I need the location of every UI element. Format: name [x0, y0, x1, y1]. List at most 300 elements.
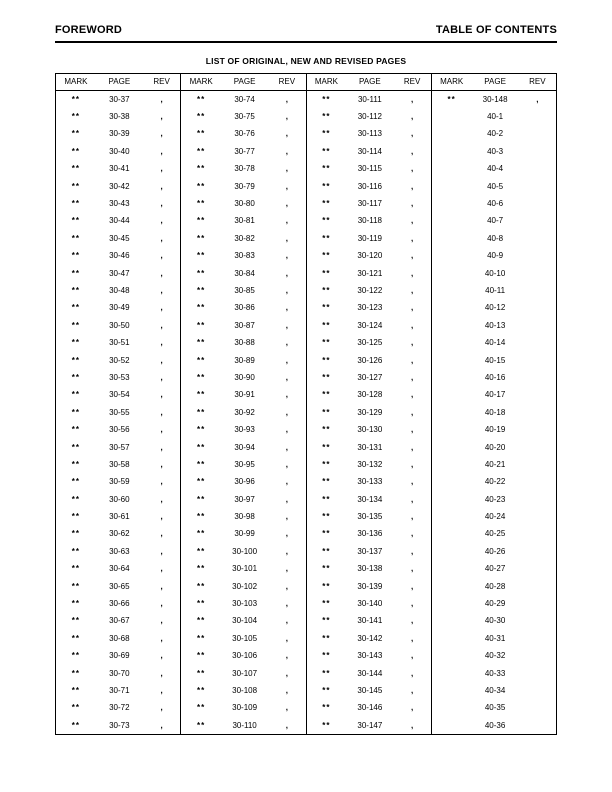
page-cell: 30-54 — [109, 391, 130, 400]
page-cell: 30-93 — [234, 426, 255, 435]
rev-cell: , — [160, 321, 163, 330]
mark-cell: ** — [197, 200, 206, 209]
table-row — [307, 665, 431, 682]
rev-cell: , — [160, 113, 163, 122]
table-row — [181, 387, 305, 404]
table-row — [56, 474, 180, 491]
rev-cell: , — [285, 686, 288, 695]
mark-cell: ** — [322, 321, 331, 330]
mark-cell: ** — [71, 234, 80, 243]
mark-cell: ** — [197, 373, 206, 382]
mark-cell: ** — [322, 617, 331, 626]
rev-cell: , — [410, 721, 414, 730]
page-cell: 30-146 — [357, 704, 383, 713]
mark-cell: ** — [197, 182, 206, 191]
mark-cell: ** — [71, 269, 80, 278]
page-cell: 30-115 — [357, 165, 383, 174]
table-row — [432, 195, 556, 212]
rev-cell: , — [160, 704, 163, 713]
table-row — [307, 213, 431, 230]
table-row — [432, 717, 556, 734]
table-row — [307, 265, 431, 282]
table-row — [56, 108, 180, 125]
mark-cell: ** — [71, 547, 80, 556]
mark-cell: ** — [197, 147, 206, 156]
table-row — [56, 543, 180, 560]
table-row — [307, 474, 431, 491]
mark-cell: ** — [322, 391, 331, 400]
page-cell: 30-44 — [109, 217, 130, 226]
mark-cell: ** — [322, 478, 331, 487]
rev-cell: , — [285, 495, 288, 504]
mark-cell: ** — [71, 373, 80, 382]
page-cell: 40-22 — [484, 478, 506, 487]
page-cell: 40-18 — [484, 408, 506, 417]
page-cell: 30-70 — [109, 669, 130, 678]
page-cell: 40-11 — [485, 286, 506, 295]
rev-cell: , — [410, 495, 414, 504]
mark-cell: ** — [197, 721, 206, 730]
table-row — [181, 578, 305, 595]
column-header-page: PAGE — [484, 78, 506, 86]
table-row — [56, 91, 180, 108]
rev-cell: , — [160, 391, 163, 400]
table-row — [181, 369, 305, 386]
rev-cell: , — [410, 530, 414, 539]
mark-cell: ** — [197, 460, 206, 469]
rev-cell: , — [410, 286, 414, 295]
table-row — [432, 369, 556, 386]
page-cell: 40-16 — [484, 373, 506, 382]
table-row — [307, 700, 431, 717]
rev-cell: , — [285, 147, 288, 156]
mark-cell: ** — [71, 704, 80, 713]
mark-cell: ** — [197, 600, 206, 609]
table-row — [181, 91, 305, 108]
mark-cell: ** — [322, 530, 331, 539]
rev-cell: , — [285, 304, 288, 313]
rev-cell: , — [160, 565, 163, 574]
rev-cell: , — [285, 339, 288, 348]
page-cell: 30-38 — [109, 113, 130, 122]
rev-cell: , — [285, 95, 288, 104]
table-row — [181, 613, 305, 630]
page-cell: 30-107 — [232, 669, 258, 678]
page-cell: 30-74 — [234, 95, 255, 104]
page-cell: 30-65 — [109, 582, 130, 591]
mark-cell: ** — [322, 373, 331, 382]
table-row — [181, 665, 305, 682]
rev-cell: , — [410, 217, 414, 226]
table-row — [56, 404, 180, 421]
page-cell: 30-105 — [232, 634, 258, 643]
page-cell: 30-126 — [357, 356, 383, 365]
table-row — [56, 648, 180, 665]
page-cell: 30-89 — [234, 356, 255, 365]
mark-cell: ** — [197, 269, 206, 278]
mark-cell: ** — [322, 704, 331, 713]
rev-cell: , — [410, 617, 414, 626]
page-cell: 30-43 — [109, 200, 130, 209]
table-row — [181, 334, 305, 351]
page-cell: 30-113 — [357, 130, 383, 139]
page-cell: 40-10 — [484, 269, 506, 278]
table-row — [432, 700, 556, 717]
page-cell: 40-2 — [487, 130, 504, 139]
page-cell: 30-143 — [357, 652, 383, 661]
rev-cell: , — [410, 634, 414, 643]
mark-cell: ** — [322, 356, 331, 365]
page-cell: 30-112 — [357, 113, 383, 122]
page-cell: 30-82 — [234, 234, 255, 243]
rev-cell: , — [160, 582, 163, 591]
page-cell: 40-1 — [487, 113, 504, 122]
mark-cell: ** — [71, 530, 80, 539]
page-cell: 30-40 — [109, 147, 130, 156]
table-row — [432, 230, 556, 247]
mark-cell: ** — [197, 565, 206, 574]
rev-cell: , — [410, 373, 414, 382]
page-cell: 30-122 — [357, 286, 383, 295]
page-cell: 30-114 — [357, 147, 383, 156]
mark-cell: ** — [197, 252, 206, 261]
page-cell: 30-140 — [357, 600, 383, 609]
mark-cell: ** — [71, 652, 80, 661]
rev-cell: , — [410, 321, 414, 330]
rev-cell: , — [410, 113, 414, 122]
page-cell: 40-31 — [484, 634, 506, 643]
rev-cell: , — [160, 634, 163, 643]
rev-cell: , — [285, 443, 288, 452]
page-cell: 30-66 — [109, 600, 130, 609]
page-cell: 40-8 — [487, 234, 504, 243]
table-row — [56, 265, 180, 282]
page-cell: 30-57 — [109, 443, 130, 452]
table-row — [181, 300, 305, 317]
mark-cell: ** — [322, 565, 331, 574]
rev-cell: , — [410, 339, 414, 348]
table-row — [307, 561, 431, 578]
table-row — [181, 421, 305, 438]
mark-cell: ** — [322, 286, 331, 295]
page-cell: 30-71 — [109, 686, 130, 695]
group-header-row — [181, 74, 305, 91]
group-header-row — [432, 74, 556, 91]
page-cell: 30-86 — [234, 304, 255, 313]
mark-cell: ** — [322, 686, 331, 695]
table-row — [307, 300, 431, 317]
page-cell: 30-133 — [357, 478, 383, 487]
page-cell: 30-56 — [109, 426, 130, 435]
page-cell: 30-103 — [232, 600, 258, 609]
page-cell: 40-23 — [484, 495, 506, 504]
rev-cell: , — [285, 460, 288, 469]
mark-cell: ** — [71, 182, 80, 191]
table-row — [307, 421, 431, 438]
rev-cell: , — [285, 165, 288, 174]
page-cell: 30-119 — [357, 234, 383, 243]
table-row — [56, 195, 180, 212]
page-cell: 30-69 — [109, 652, 130, 661]
page-cell: 40-35 — [484, 704, 506, 713]
rev-cell: , — [285, 530, 288, 539]
mark-cell: ** — [71, 147, 80, 156]
mark-cell: ** — [322, 721, 331, 730]
mark-cell: ** — [322, 600, 331, 609]
page-cell: 30-61 — [109, 513, 130, 522]
table-row — [181, 456, 305, 473]
mark-cell: ** — [322, 547, 331, 556]
group-header-row — [56, 74, 180, 91]
page-cell: 30-73 — [109, 721, 130, 730]
rev-cell: , — [285, 391, 288, 400]
mark-cell: ** — [71, 217, 80, 226]
table-row — [307, 387, 431, 404]
page-cell: 30-72 — [109, 704, 130, 713]
page-cell: 30-120 — [357, 252, 383, 261]
mark-cell: ** — [447, 95, 456, 104]
table-row — [181, 682, 305, 699]
table-row — [181, 178, 305, 195]
page-cell: 30-117 — [357, 200, 383, 209]
table-row — [56, 491, 180, 508]
rev-cell: , — [160, 269, 163, 278]
table-row — [56, 456, 180, 473]
rev-cell: , — [160, 147, 163, 156]
page-cell: 30-96 — [234, 478, 255, 487]
page-cell: 30-77 — [234, 147, 255, 156]
mark-cell: ** — [71, 286, 80, 295]
rev-cell: , — [410, 443, 414, 452]
rev-cell: , — [160, 495, 163, 504]
mark-cell: ** — [71, 339, 80, 348]
page-cell: 30-64 — [109, 565, 130, 574]
page-cell: 30-125 — [357, 339, 383, 348]
rev-cell: , — [160, 234, 163, 243]
table-row — [432, 334, 556, 351]
table-row — [56, 665, 180, 682]
rev-cell: , — [160, 443, 163, 452]
table-row — [307, 91, 431, 108]
rev-cell: , — [160, 373, 163, 382]
page-cell: 40-21 — [484, 460, 506, 469]
mark-cell: ** — [197, 165, 206, 174]
mark-cell: ** — [322, 200, 331, 209]
table-row — [432, 648, 556, 665]
page-cell: 40-34 — [484, 686, 506, 695]
group-header-row — [307, 74, 431, 91]
mark-cell: ** — [322, 652, 331, 661]
page-cell: 30-63 — [109, 547, 130, 556]
page-cell: 30-91 — [234, 391, 255, 400]
table-row — [432, 91, 556, 108]
page-cell: 30-123 — [357, 304, 383, 313]
table-row — [56, 595, 180, 612]
table-row — [56, 682, 180, 699]
mark-cell: ** — [71, 495, 80, 504]
rev-cell: , — [285, 269, 288, 278]
rev-cell: , — [410, 356, 414, 365]
rev-cell: , — [410, 147, 414, 156]
table-row — [432, 613, 556, 630]
mark-cell: ** — [322, 252, 331, 261]
table-row — [181, 230, 305, 247]
rev-cell: , — [285, 704, 288, 713]
table-row — [56, 317, 180, 334]
mark-cell: ** — [322, 165, 331, 174]
rev-cell: , — [410, 165, 414, 174]
mark-cell: ** — [71, 460, 80, 469]
table-row — [56, 126, 180, 143]
mark-cell: ** — [322, 147, 331, 156]
page-cell: 30-138 — [357, 565, 383, 574]
rev-cell: , — [285, 286, 288, 295]
table-row — [432, 387, 556, 404]
mark-cell: ** — [71, 617, 80, 626]
rev-cell: , — [410, 304, 414, 313]
page-cell: 40-13 — [484, 321, 506, 330]
mark-cell: ** — [71, 513, 80, 522]
mark-cell: ** — [71, 356, 80, 365]
page-cell: 30-118 — [357, 217, 383, 226]
rev-cell: , — [410, 234, 414, 243]
table-row — [56, 334, 180, 351]
page-cell: 30-110 — [232, 721, 257, 730]
page-cell: 30-87 — [234, 321, 255, 330]
page-cell: 30-49 — [109, 304, 130, 313]
table-row — [181, 630, 305, 647]
table-row — [307, 161, 431, 178]
mark-cell: ** — [71, 600, 80, 609]
table-row — [432, 439, 556, 456]
header-right-label: TABLE OF CONTENTS — [435, 24, 557, 36]
column-header-mark: MARK — [440, 78, 464, 86]
table-row — [432, 126, 556, 143]
table-row — [432, 561, 556, 578]
table-row — [432, 404, 556, 421]
page-cell: 30-41 — [109, 165, 130, 174]
page-cell: 30-48 — [109, 286, 130, 295]
rev-cell: , — [410, 547, 414, 556]
page-cell: 40-14 — [484, 339, 506, 348]
mark-cell: ** — [197, 443, 206, 452]
rev-cell: , — [410, 95, 414, 104]
page-cell: 30-102 — [232, 582, 258, 591]
table-row — [307, 143, 431, 160]
rev-cell: , — [285, 617, 288, 626]
rev-cell: , — [285, 200, 288, 209]
page-cell: 30-128 — [357, 391, 383, 400]
rev-cell: , — [285, 356, 288, 365]
rev-cell: , — [285, 373, 288, 382]
table-row — [56, 421, 180, 438]
page-cell: 30-75 — [234, 113, 255, 122]
table-row — [307, 352, 431, 369]
table-row — [56, 213, 180, 230]
mark-cell: ** — [71, 165, 80, 174]
table-row — [181, 195, 305, 212]
mark-cell: ** — [71, 634, 80, 643]
column-header-rev: REV — [153, 78, 170, 86]
rev-cell: , — [285, 721, 288, 730]
page-cell: 30-88 — [234, 339, 255, 348]
rev-cell: , — [160, 600, 163, 609]
mark-cell: ** — [197, 652, 206, 661]
page-cell: 40-29 — [484, 600, 506, 609]
mark-cell: ** — [71, 95, 80, 104]
mark-cell: ** — [322, 669, 331, 678]
page-cell: 40-27 — [484, 565, 506, 574]
table-row — [432, 543, 556, 560]
page-cell: 40-32 — [484, 652, 506, 661]
table-row — [307, 282, 431, 299]
table-row — [181, 526, 305, 543]
rev-cell: , — [160, 478, 163, 487]
table-row — [56, 230, 180, 247]
rev-cell: , — [410, 704, 414, 713]
rev-cell: , — [160, 530, 163, 539]
rev-cell: , — [160, 304, 163, 313]
mark-cell: ** — [322, 513, 331, 522]
page-cell: 30-53 — [109, 373, 130, 382]
column-header-mark: MARK — [64, 78, 88, 86]
table-row — [56, 282, 180, 299]
mark-cell: ** — [197, 339, 206, 348]
header-left-label: FOREWORD — [55, 24, 122, 36]
rev-cell: , — [160, 426, 163, 435]
table-row — [432, 526, 556, 543]
page-cell: 30-99 — [234, 530, 255, 539]
mark-cell: ** — [322, 182, 331, 191]
table-row — [432, 665, 556, 682]
page-cell: 40-6 — [487, 200, 504, 209]
table-row — [307, 404, 431, 421]
mark-cell: ** — [197, 547, 206, 556]
table-row — [432, 352, 556, 369]
rev-cell: , — [160, 669, 163, 678]
table-row — [56, 143, 180, 160]
rev-cell: , — [410, 565, 414, 574]
table-row — [432, 178, 556, 195]
table-row — [307, 595, 431, 612]
page-cell: 30-39 — [109, 130, 130, 139]
mark-cell: ** — [197, 408, 206, 417]
page-cell: 30-58 — [109, 460, 130, 469]
rev-cell: , — [285, 426, 288, 435]
table-row — [181, 404, 305, 421]
rev-cell: , — [160, 339, 163, 348]
rev-cell: , — [410, 182, 414, 191]
column-header-page: PAGE — [359, 78, 381, 86]
table-row — [56, 161, 180, 178]
table-row — [56, 352, 180, 369]
mark-cell: ** — [197, 286, 206, 295]
table-row — [432, 300, 556, 317]
rev-cell: , — [285, 513, 288, 522]
page-cell: 40-5 — [487, 182, 504, 191]
page-cell: 40-36 — [484, 721, 506, 730]
page-cell: 30-80 — [234, 200, 255, 209]
column-header-page: PAGE — [108, 78, 131, 86]
table-row — [56, 700, 180, 717]
page-cell: 30-79 — [234, 182, 255, 191]
table-row — [56, 717, 180, 734]
page-cell: 40-25 — [484, 530, 506, 539]
mark-cell: ** — [197, 704, 206, 713]
page-cell: 30-121 — [357, 269, 383, 278]
mark-cell: ** — [197, 234, 206, 243]
page-cell: 30-124 — [357, 321, 383, 330]
